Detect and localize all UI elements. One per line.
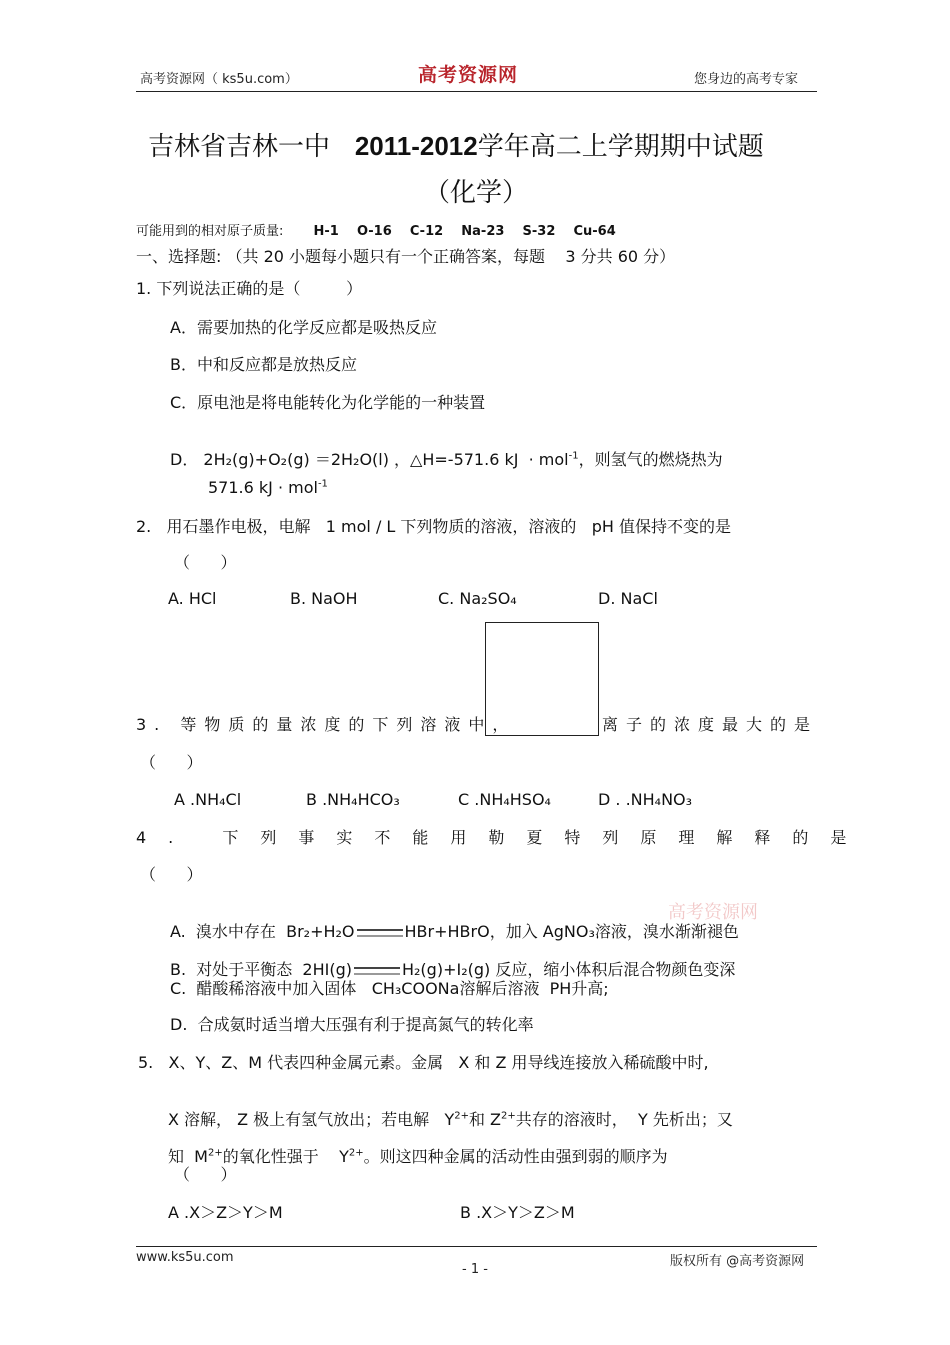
q1-option-d-line2 <box>208 478 328 497</box>
q1-d-sup: -1 <box>568 450 579 462</box>
section-heading: 一、选择题: （共 20 小题每小题只有一个正确答案，每题 3 分共 60 分） <box>136 247 676 266</box>
q5-l3-c: 。则这四种金属的活动性由强到弱的顺序为 <box>363 1147 668 1166</box>
q4-a-part1: A. 溴水中存在 Br₂+H₂O <box>170 922 355 941</box>
footer-rule <box>136 1246 817 1247</box>
q3-option-a: A .NH₄Cl <box>174 790 242 809</box>
q5-line1: 5. X、Y、Z、M 代表四种金属元素。金属 X 和 Z 用导线连接放入稀硫酸中时, <box>138 1053 709 1072</box>
q5-line2 <box>168 1088 733 1130</box>
title-year: 2011-2012 <box>354 131 478 161</box>
page-subtitle: （化学） <box>424 178 529 208</box>
atomic-mass-values: H-1 O-16 C-12 Na-23 S-32 Cu-64 <box>313 224 616 239</box>
atomic-mass-line <box>136 220 616 239</box>
q4-stem: 4. 下列事实不能用勒夏特列原理解释的是 <box>136 828 869 847</box>
equilibrium-arrow-icon <box>357 929 403 937</box>
q3-option-d: D . .NH₄NO₃ <box>598 790 693 809</box>
q5-l3-b: 的氧化性强于 Y <box>222 1147 349 1166</box>
q4-b-part1: B. 对处于平衡态 2HI(g) <box>170 960 352 979</box>
q4-b-part2: H₂(g)+I₂(g) 反应，缩小体积后混合物颜色变深 <box>401 960 736 979</box>
q1-stem: 1. 下列说法正确的是（ ） <box>136 279 363 298</box>
page-number: - 1 - <box>462 1262 488 1277</box>
q4-watermark: 高考资源网 <box>668 902 758 923</box>
q2-option-c: C. Na₂SO₄ <box>438 589 517 608</box>
q3-paren: （ ） <box>140 753 203 772</box>
q3-option-b: B .NH₄HCO₃ <box>306 790 400 809</box>
q4-a-part2: HBr+HBrO，加入 AgNO₃溶液，溴水渐渐褪色 <box>404 922 739 941</box>
q4-option-d: D. 合成氨时适当增大压强有利于提高氮气的转化率 <box>170 1015 534 1034</box>
q5-option-a: A .X＞Z＞Y＞M <box>168 1203 283 1222</box>
q2-paren: （ ） <box>174 553 237 572</box>
footer-website: www.ks5u.com <box>136 1250 234 1265</box>
footer-copyright: 版权所有 @高考资源网 <box>670 1254 805 1269</box>
q5-l2-sup1: 2+ <box>454 1110 469 1122</box>
q5-l2-sup2: 2+ <box>501 1110 516 1122</box>
q1-option-d <box>170 428 723 470</box>
q1-d-tail: ，则氢气的燃烧热为 <box>578 450 723 469</box>
q4-option-a <box>170 900 739 942</box>
q4-option-b <box>170 938 735 980</box>
q5-l2-a: X 溶解， Z 极上有氢气放出；若电解 Y <box>168 1110 455 1129</box>
page-title <box>148 126 764 163</box>
q5-l2-b: 和 Z <box>468 1110 502 1129</box>
q5-l3-sup2: 2+ <box>348 1147 364 1159</box>
q1-d2-text: 571.6 kJ · mol <box>208 478 318 497</box>
q1-option-a: A．需要加热的化学反应都是吸热反应 <box>170 318 437 337</box>
q1-d-text: D． 2H₂(g)+O₂(g) ＝2H₂O(l) ，△H=-571.6 kJ · mol <box>170 450 569 469</box>
q5-line3 <box>168 1125 668 1167</box>
q1-option-b: B．中和反应都是放热反应 <box>170 355 357 374</box>
q2-option-a: A. HCl <box>168 589 217 608</box>
q2-option-d: D. NaCl <box>598 589 658 608</box>
q1-option-c: C．原电池是将电能转化为化学能的一种装置 <box>170 393 486 412</box>
equilibrium-arrow-icon <box>354 967 400 975</box>
q4-option-c: C. 醋酸稀溶液中加入固体 CH₃COONa溶解后溶液 PH升高; <box>170 979 609 998</box>
header-rule <box>136 91 817 92</box>
header-site-name: 高考资源网（ ks5u.com） <box>140 72 298 87</box>
q5-l3-a: 知 M <box>168 1147 208 1166</box>
q2-stem: 2. 用石墨作电极，电解 1 mol / L 下列物质的溶液，溶液的 pH 值保持不变的是 <box>136 517 731 536</box>
header-logo: 高考资源网 <box>418 64 519 86</box>
q5-l2-c: 共存的溶液时， Y 先析出；又 <box>515 1110 733 1129</box>
title-school: 吉林省吉林一中 <box>148 132 331 162</box>
title-term: 学年高二上学期期中试题 <box>477 132 764 162</box>
q1-d2-sup: -1 <box>317 478 328 490</box>
q5-l3-sup1: 2+ <box>207 1147 223 1159</box>
q3-option-c: C .NH₄HSO₄ <box>458 790 551 809</box>
q3-stem-b: 离子的浓度最大的是 <box>602 715 819 734</box>
q3-stem-a: 3. 等物质的量浓度的下列溶液中， <box>136 715 517 734</box>
atomic-mass-label: 可能用到的相对原子质量: <box>136 224 284 239</box>
q5-paren: （ ） <box>174 1165 237 1184</box>
header-slogan: 您身边的高考专家 <box>694 72 799 87</box>
q5-option-b: B .X＞Y＞Z＞M <box>460 1203 575 1222</box>
q4-paren: （ ） <box>140 865 203 884</box>
q2-option-b: B. NaOH <box>290 589 358 608</box>
